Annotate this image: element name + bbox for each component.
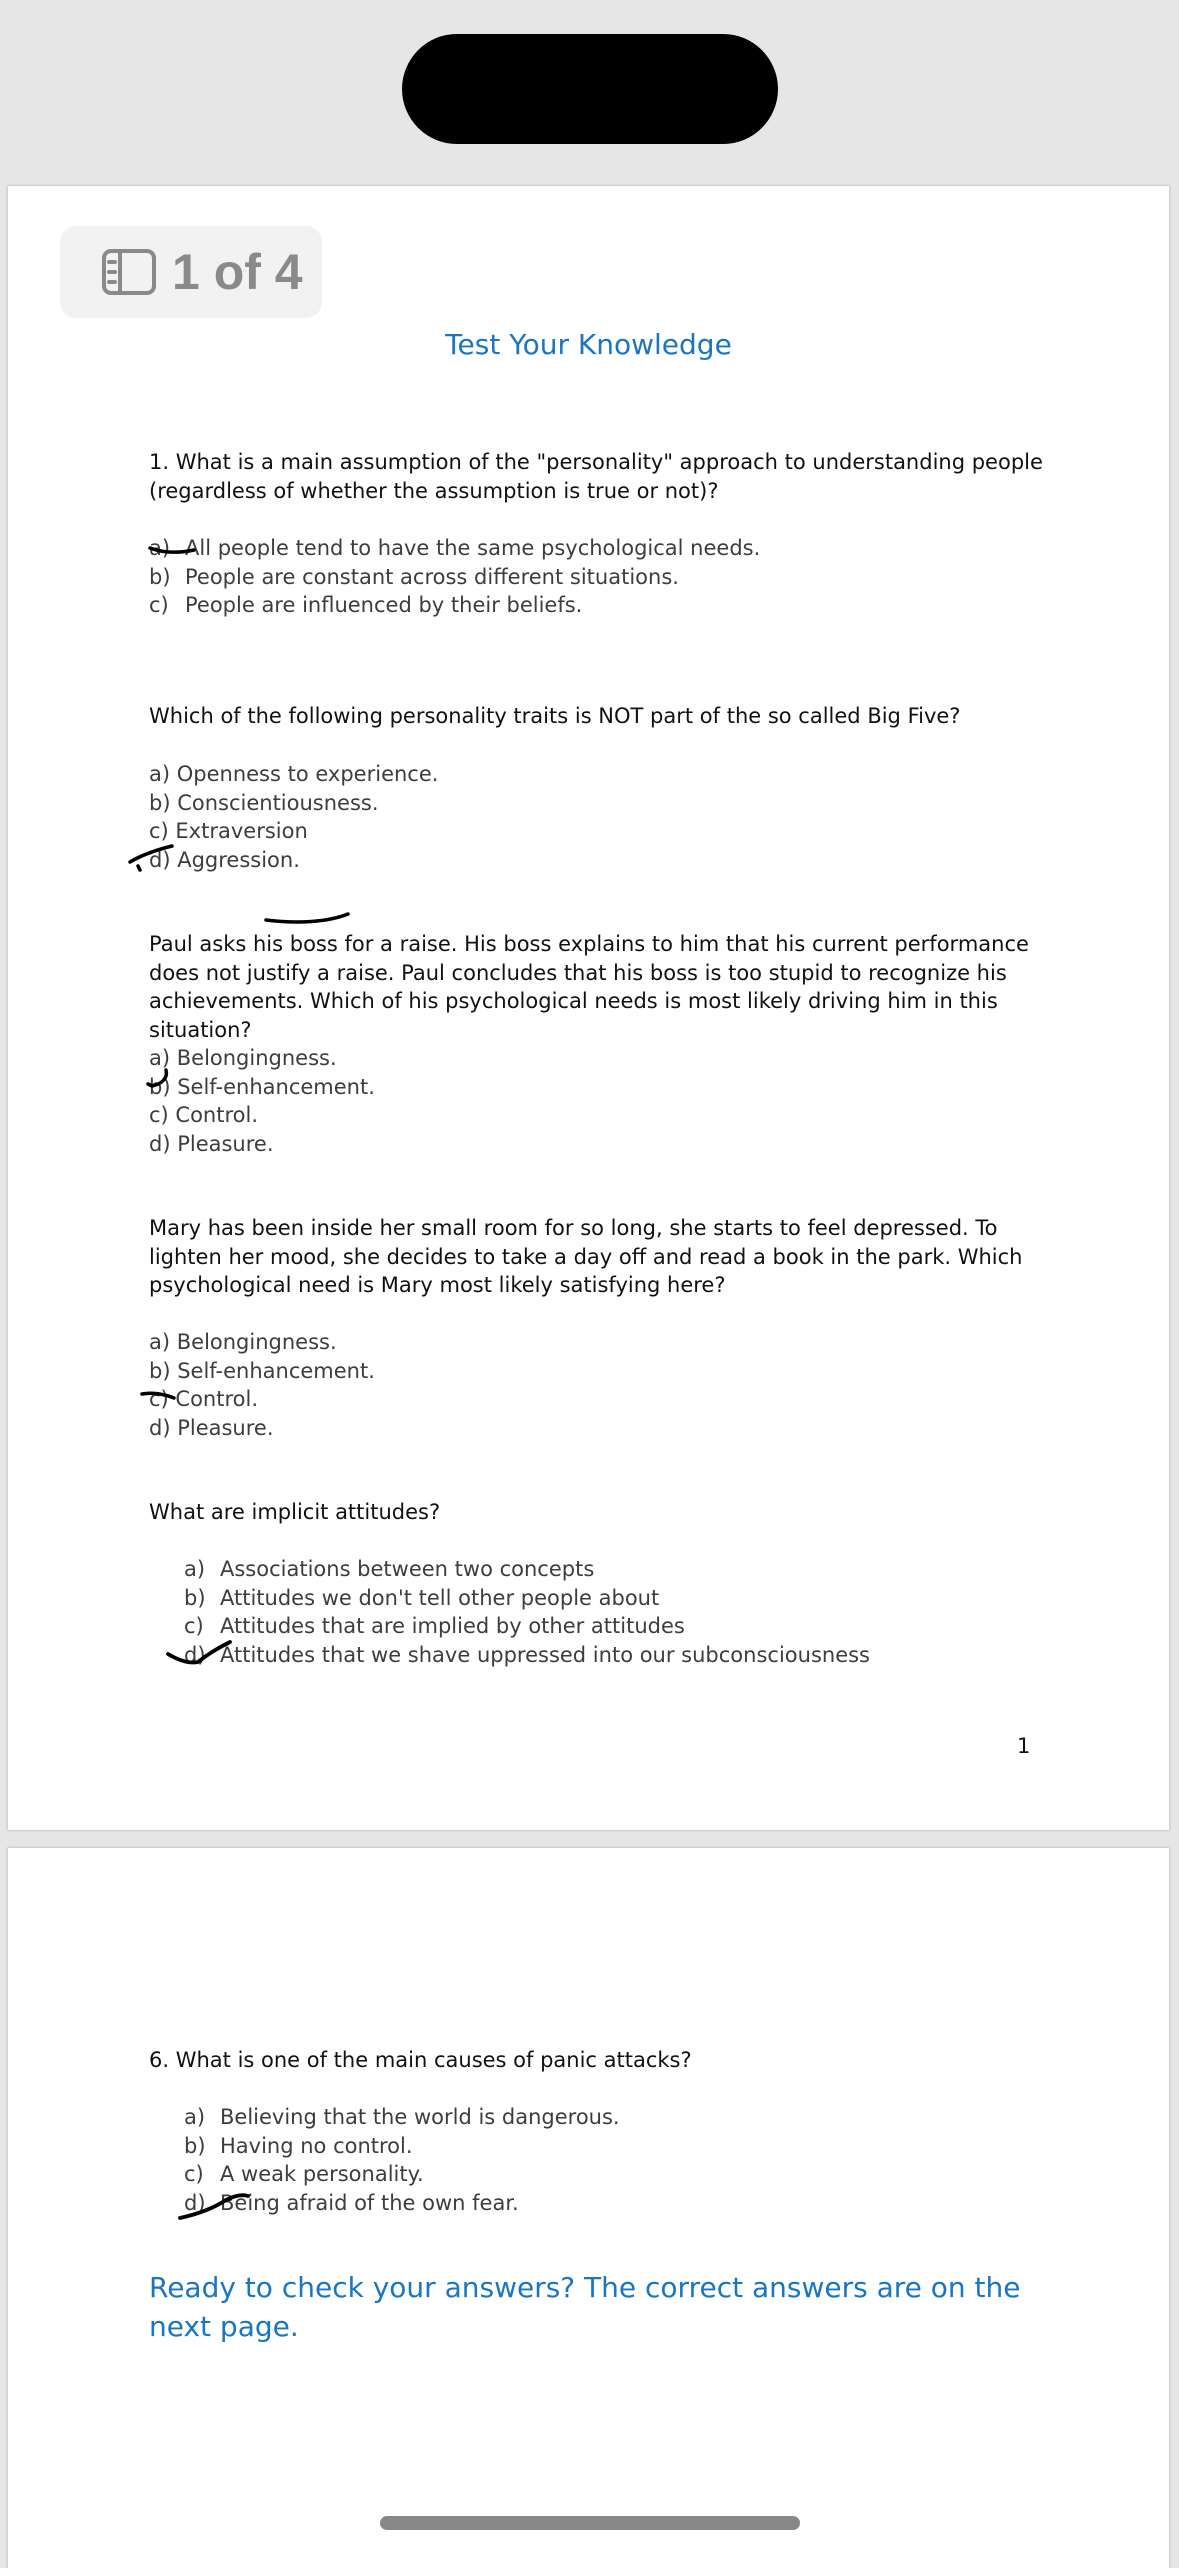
- option-b: b) Self-enhancement.: [149, 1074, 375, 1099]
- question-6: 6. What is one of the main causes of panic attacks?: [149, 2048, 692, 2072]
- question-2-options: [149, 760, 438, 874]
- question-1-options: [149, 534, 760, 620]
- page-indicator[interactable]: [60, 226, 322, 318]
- option-b: b) Conscientiousness.: [149, 790, 379, 815]
- handwritten-underline: [266, 914, 348, 922]
- option-d: d) Pleasure.: [149, 1131, 274, 1156]
- option-c: c) Control.: [149, 1387, 258, 1411]
- question-5-options: [184, 1555, 870, 1669]
- question-2: Which of the following personality traits is NOT part of the so called Big Five?: [149, 704, 961, 728]
- question-6-options: [184, 2103, 620, 2217]
- question-3-options: [149, 1044, 375, 1158]
- option-d: d) Being afraid of the own fear.: [184, 2190, 519, 2215]
- document-page-1[interactable]: [8, 186, 1169, 1830]
- question-1: 1. What is a main assumption of the "personality" approach to understanding people (regardless of whether the assumption is true or not)?: [149, 450, 1043, 503]
- option-a: a) All people tend to have the same psychological needs.: [149, 536, 761, 560]
- option-d: d) Pleasure.: [149, 1415, 274, 1440]
- option-b: b) People are constant across different situations.: [149, 564, 679, 589]
- question-5: What are implicit attitudes?: [149, 1500, 441, 1524]
- option-c: c) Control.: [149, 1103, 258, 1127]
- option-d: d) Aggression.: [149, 847, 300, 872]
- document-title: Test Your Knowledge: [445, 328, 732, 361]
- closing-note: Ready to check your answers? The correct answers are on the next page.: [149, 2271, 1021, 2343]
- home-indicator[interactable]: [380, 2516, 800, 2530]
- option-c: c) A weak personality.: [184, 2162, 424, 2186]
- document-page-2[interactable]: [8, 1848, 1169, 2568]
- option-a: a) Believing that the world is dangerous.: [184, 2105, 620, 2129]
- option-d: d) Attitudes that we shave uppressed into our subconsciousness: [184, 1642, 870, 1667]
- option-c: c) Extraversion: [149, 819, 308, 843]
- option-a: a) Belongingness.: [149, 1330, 337, 1354]
- page-number: 1: [1017, 1734, 1031, 1758]
- question-3: Paul asks his boss for a raise. His boss explains to him that his current performance does not justify a raise. Paul concludes that his boss is too stupid to recognize his achievements. Which of his psychological needs is most likely driving him in this situation?: [149, 932, 1029, 1042]
- page-indicator-text: 1 of 4: [172, 244, 303, 300]
- option-b: b) Having no control.: [184, 2133, 413, 2158]
- option-c: c) People are influenced by their beliefs.: [149, 593, 583, 617]
- question-4: Mary has been inside her small room for so long, she starts to feel depressed. To lighten her mood, she decides to take a day off and read a book in the park. Which psychological need is Mary most likely satisfying here?: [149, 1216, 1023, 1297]
- option-a: a) Openness to experience.: [149, 762, 439, 786]
- option-b: b) Attitudes we don't tell other people about: [184, 1585, 660, 1610]
- option-c: c) Attitudes that are implied by other attitudes: [184, 1614, 685, 1638]
- sidebar-icon: [102, 249, 156, 295]
- question-4-options: [149, 1328, 375, 1442]
- option-a: a) Belongingness.: [149, 1046, 337, 1070]
- option-b: b) Self-enhancement.: [149, 1358, 375, 1383]
- option-a: a) Associations between two concepts: [184, 1557, 595, 1581]
- dynamic-island: [402, 34, 778, 144]
